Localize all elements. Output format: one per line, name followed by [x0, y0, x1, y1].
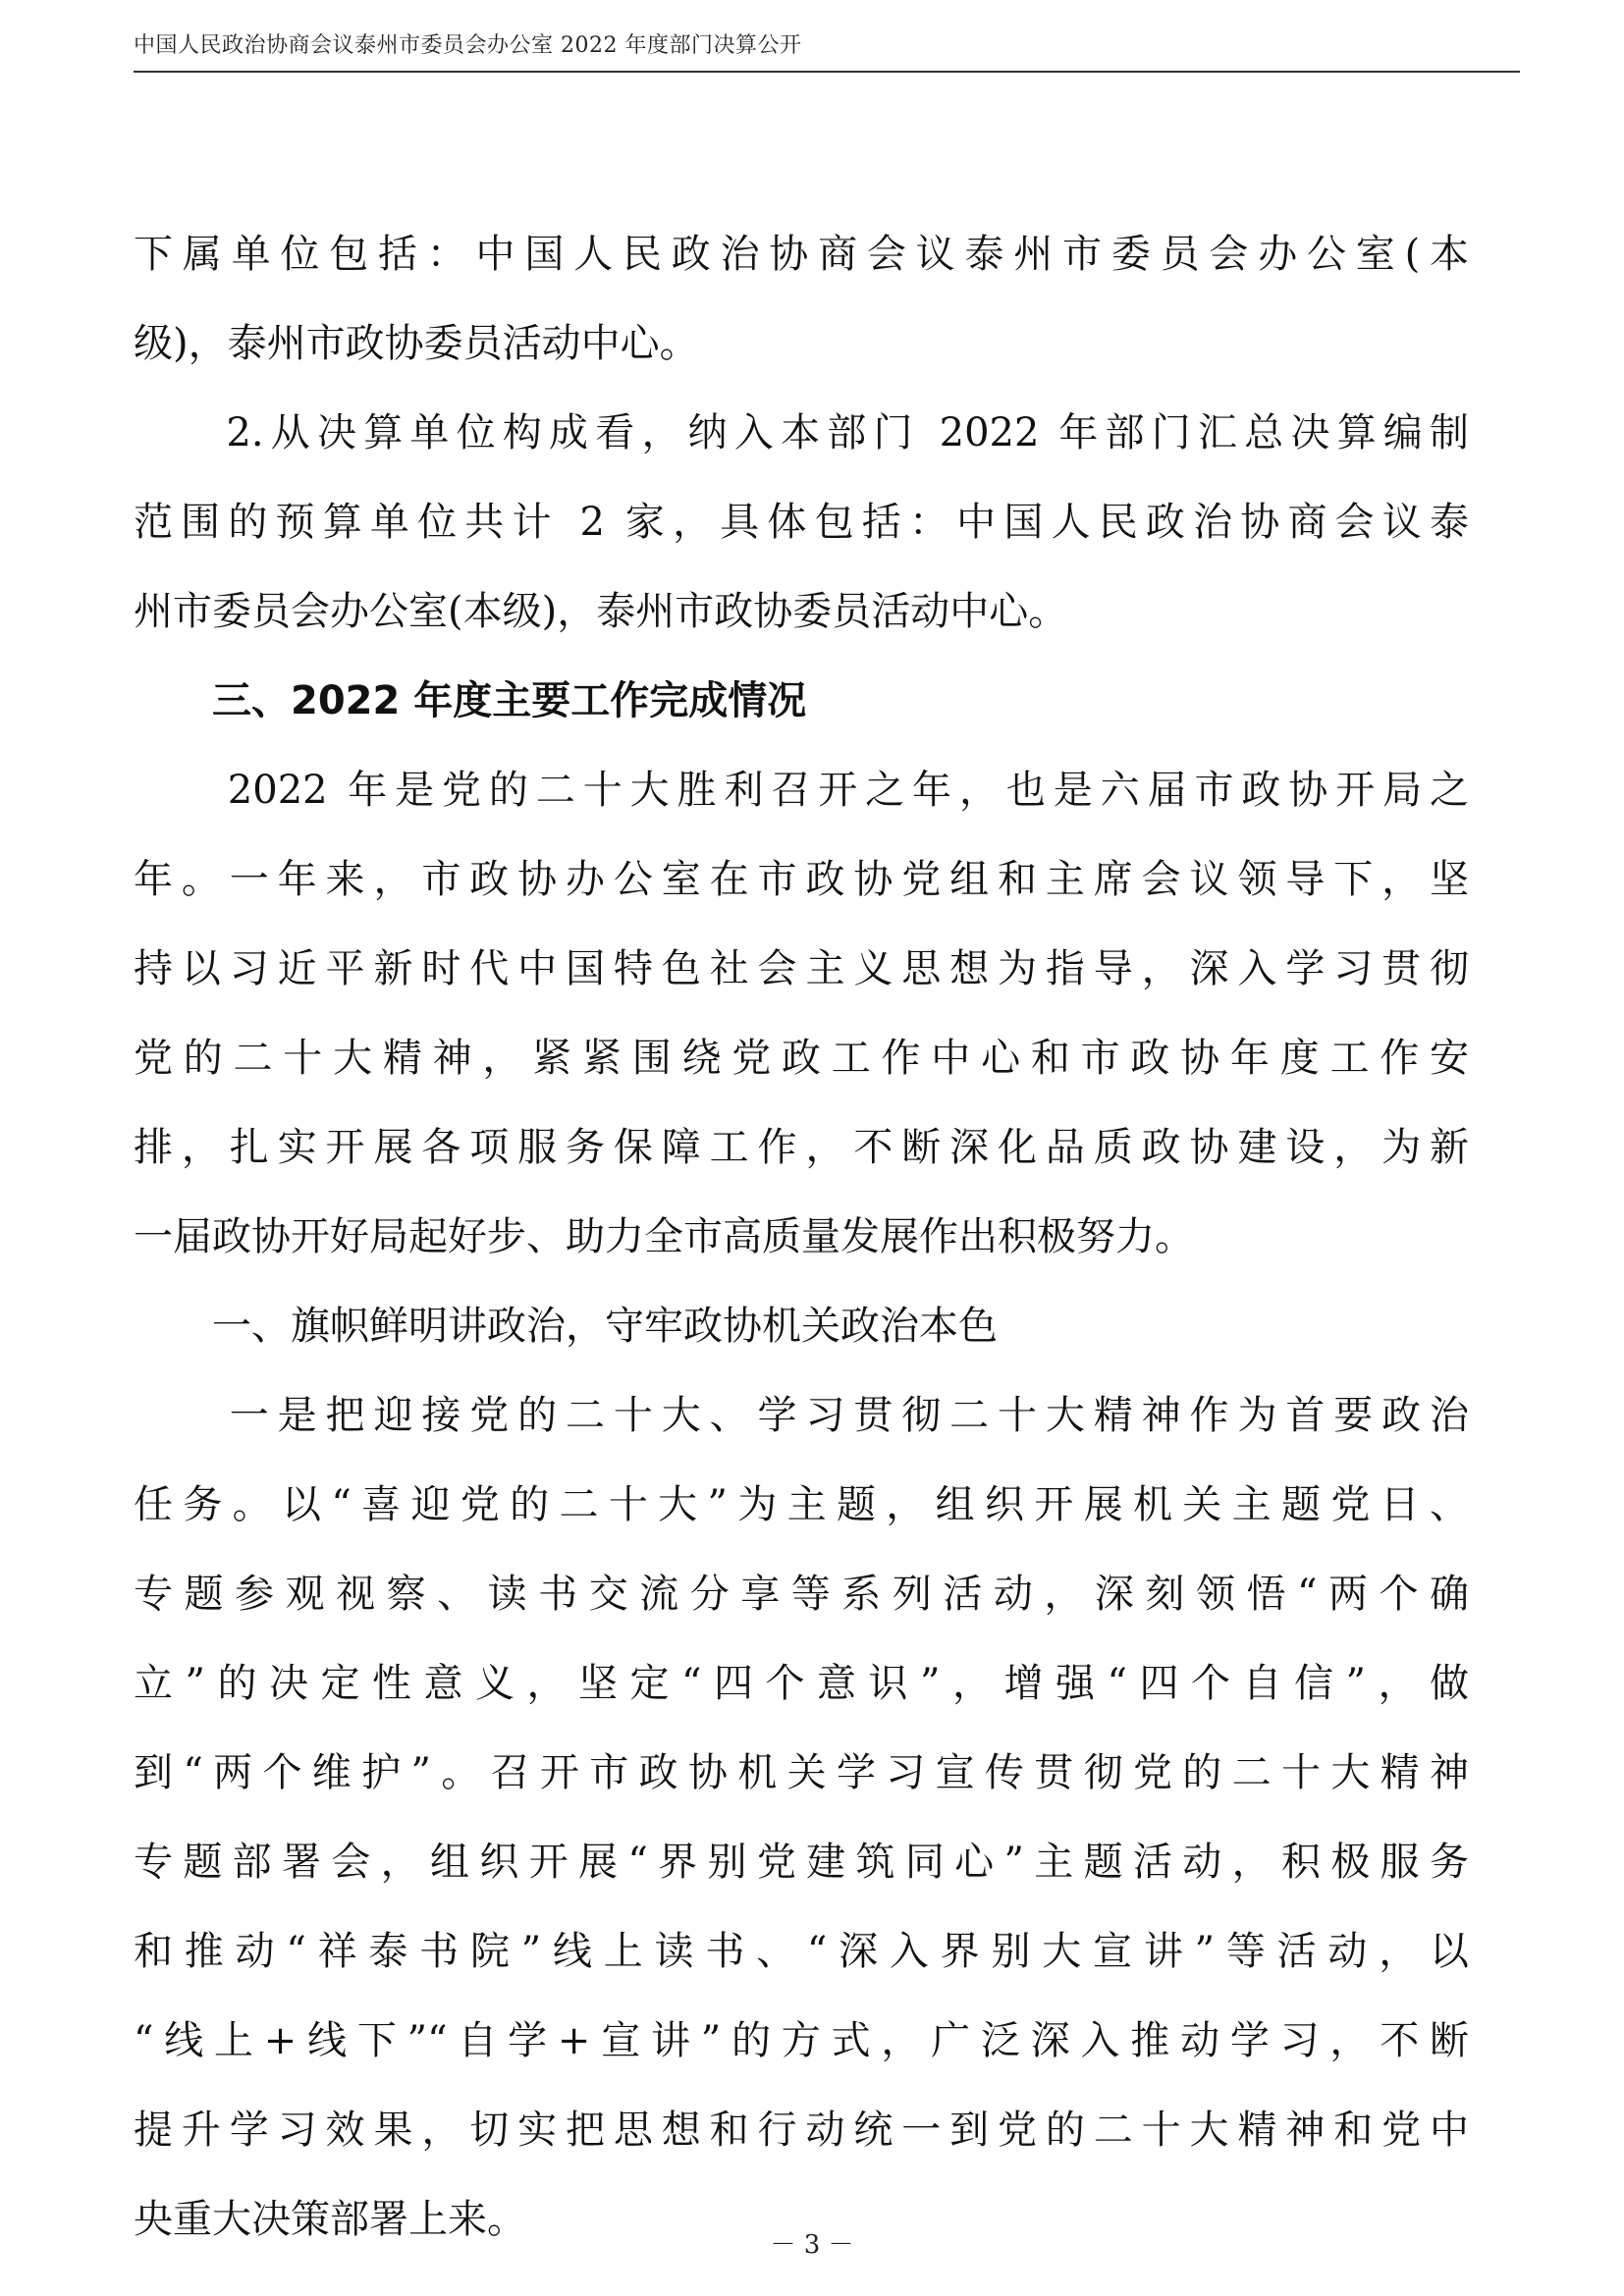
- subsection-heading: 一、旗帜鲜明讲政治，守牢政协机关政治本色: [134, 1304, 998, 1349]
- body-line: 级)，泰州市政协委员活动中心。: [134, 321, 699, 366]
- body-line: 专题参观视察、读书交流分享等系列活动，深刻领悟“两个确: [134, 1572, 1469, 1617]
- body-line: 2022 年是党的二十大胜利召开之年，也是六届市政协开局之: [134, 768, 1469, 813]
- body-line: “线上+线下”“自学+宣讲”的方式，广泛深入推动学习，不断: [134, 2018, 1469, 2063]
- body-line: 任务。以“喜迎党的二十大”为主题，组织开展机关主题党日、: [134, 1482, 1469, 1527]
- body-line: 到“两个维护”。召开市政协机关学习宣传贯彻党的二十大精神: [134, 1750, 1469, 1795]
- body-line: 范围的预算单位共计 2 家，具体包括：中国人民政治协商会议泰: [134, 500, 1469, 545]
- body-line: 排，扎实开展各项服务保障工作，不断深化品质政协建设，为新: [134, 1125, 1469, 1170]
- header-divider: [134, 71, 1520, 73]
- body-line: 持以习近平新时代中国特色社会主义思想为指导，深入学习贯彻: [134, 946, 1469, 991]
- body-line: 党的二十大精神，紧紧围绕党政工作中心和市政协年度工作安: [134, 1036, 1469, 1081]
- body-line: 和推动“祥泰书院”线上读书、“深入界别大宣讲”等活动，以: [134, 1929, 1469, 1974]
- section-heading: 三、2022 年度主要工作完成情况: [134, 678, 807, 723]
- body-line: 州市委员会办公室(本级)，泰州市政协委员活动中心。: [134, 589, 1068, 634]
- page-number: － 3 －: [770, 2230, 854, 2260]
- body-line: 立”的决定性意义，坚定“四个意识”，增强“四个自信”，做: [134, 1661, 1469, 1706]
- body-line: 专题部署会，组织开展“界别党建筑同心”主题活动，积极服务: [134, 1840, 1469, 1885]
- running-header: 中国人民政治协商会议泰州市委员会办公室 2022 年度部门决算公开: [134, 33, 802, 58]
- body-line: 提升学习效果，切实把思想和行动统一到党的二十大精神和党中: [134, 2108, 1469, 2153]
- body-line: 一届政协开好局起好步、助力全市高质量发展作出积极努力。: [134, 1214, 1194, 1259]
- body-line: 一是把迎接党的二十大、学习贯彻二十大精神作为首要政治: [134, 1393, 1469, 1438]
- body-line: 央重大决策部署上来。: [134, 2197, 526, 2242]
- body-line: 年。一年来，市政协办公室在市政协党组和主席会议领导下，坚: [134, 857, 1469, 902]
- body-line: 下属单位包括：中国人民政治协商会议泰州市委员会办公室(本: [134, 232, 1469, 277]
- document-body: [134, 210, 1469, 2265]
- body-line: 2.从决算单位构成看，纳入本部门 2022 年部门汇总决算编制: [134, 410, 1469, 455]
